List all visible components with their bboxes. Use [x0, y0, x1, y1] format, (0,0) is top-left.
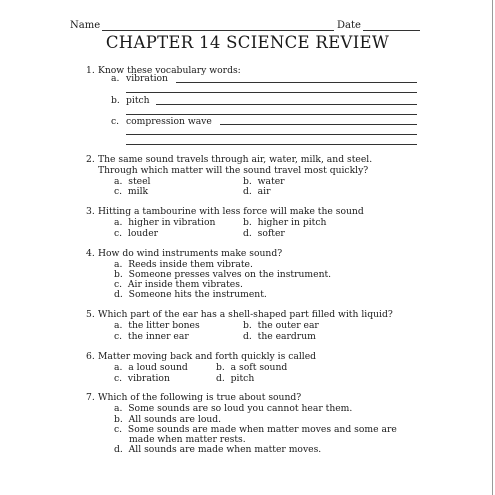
question-2-text-line-2: Through which matter will the sound travel most quickly? [98, 165, 369, 176]
option[interactable]: b. water [243, 176, 285, 187]
vocab-c-answer-line-2[interactable] [126, 134, 417, 135]
option[interactable]: b. higher in pitch [243, 217, 327, 228]
date-label: Date [337, 20, 361, 31]
vocab-b-answer-line[interactable] [156, 104, 417, 105]
name-label: Name [70, 20, 101, 31]
option[interactable]: c. the inner ear [114, 331, 189, 342]
vocab-c-word: compression wave [126, 116, 212, 127]
option[interactable]: c. milk [114, 186, 149, 197]
vocab-c-answer-line[interactable] [220, 124, 417, 125]
date-field[interactable] [363, 30, 420, 31]
option[interactable]: d. pitch [216, 373, 255, 384]
option[interactable]: b. Someone presses valves on the instrument. [114, 269, 332, 280]
option[interactable]: b. All sounds are loud. [114, 414, 222, 425]
vocab-b-word: pitch [126, 95, 150, 106]
question-5-number: 5. [86, 309, 95, 320]
option[interactable]: d. softer [243, 228, 285, 239]
vocab-b-letter: b. [111, 95, 120, 106]
page-edge [492, 0, 493, 495]
option[interactable]: a. Some sounds are so loud you cannot hear them. [114, 403, 353, 414]
option[interactable]: a. higher in vibration [114, 217, 216, 228]
option[interactable]: d. air [243, 186, 271, 197]
option[interactable]: d. Someone hits the instrument. [114, 289, 267, 300]
question-text: Know these vocabulary words: [98, 65, 241, 76]
option[interactable]: c. Air inside them vibrates. [114, 279, 243, 290]
option-continuation: made when matter rests. [129, 434, 246, 445]
vocab-a-word: vibration [126, 73, 168, 84]
question-7-text: Which of the following is true about sound? [98, 392, 302, 403]
question-5-text: Which part of the ear has a shell-shaped part filled with liquid? [98, 309, 393, 320]
vocab-b-answer-line-2[interactable] [126, 114, 417, 115]
option[interactable]: d. the eardrum [243, 331, 316, 342]
question-4-number: 4. [86, 248, 95, 259]
question-2-text-line-1: The same sound travels through air, water, milk, and steel. [98, 154, 373, 165]
question-3-number: 3. [86, 206, 95, 217]
vocab-a-answer-line-2[interactable] [126, 92, 417, 93]
option[interactable]: c. louder [114, 228, 159, 239]
vocab-a-answer-line[interactable] [176, 82, 417, 83]
option[interactable]: a. a loud sound [114, 362, 188, 373]
option[interactable]: c. vibration [114, 373, 170, 384]
option[interactable]: b. a soft sound [216, 362, 288, 373]
option[interactable]: c. Some sounds are made when matter moves and some are [114, 424, 397, 435]
vocab-c-answer-line-3[interactable] [126, 144, 417, 145]
page-title: CHAPTER 14 SCIENCE REVIEW [105, 33, 390, 52]
question-6-text: Matter moving back and forth quickly is called [98, 351, 317, 362]
option[interactable]: a. the litter bones [114, 320, 200, 331]
option[interactable]: b. the outer ear [243, 320, 319, 331]
question-number: 1. [86, 65, 95, 76]
question-2-number: 2. [86, 154, 95, 165]
question-3-text: Hitting a tambourine with less force will make the sound [98, 206, 364, 217]
question-6-number: 6. [86, 351, 95, 362]
name-field[interactable] [102, 30, 334, 31]
question-7-number: 7. [86, 392, 95, 403]
question-4-text: How do wind instruments make sound? [98, 248, 283, 259]
vocab-c-letter: c. [111, 116, 120, 127]
option[interactable]: a. steel [114, 176, 151, 187]
option[interactable]: d. All sounds are made when matter moves. [114, 444, 322, 455]
option[interactable]: a. Reeds inside them vibrate. [114, 259, 253, 270]
vocab-a-letter: a. [111, 73, 120, 84]
